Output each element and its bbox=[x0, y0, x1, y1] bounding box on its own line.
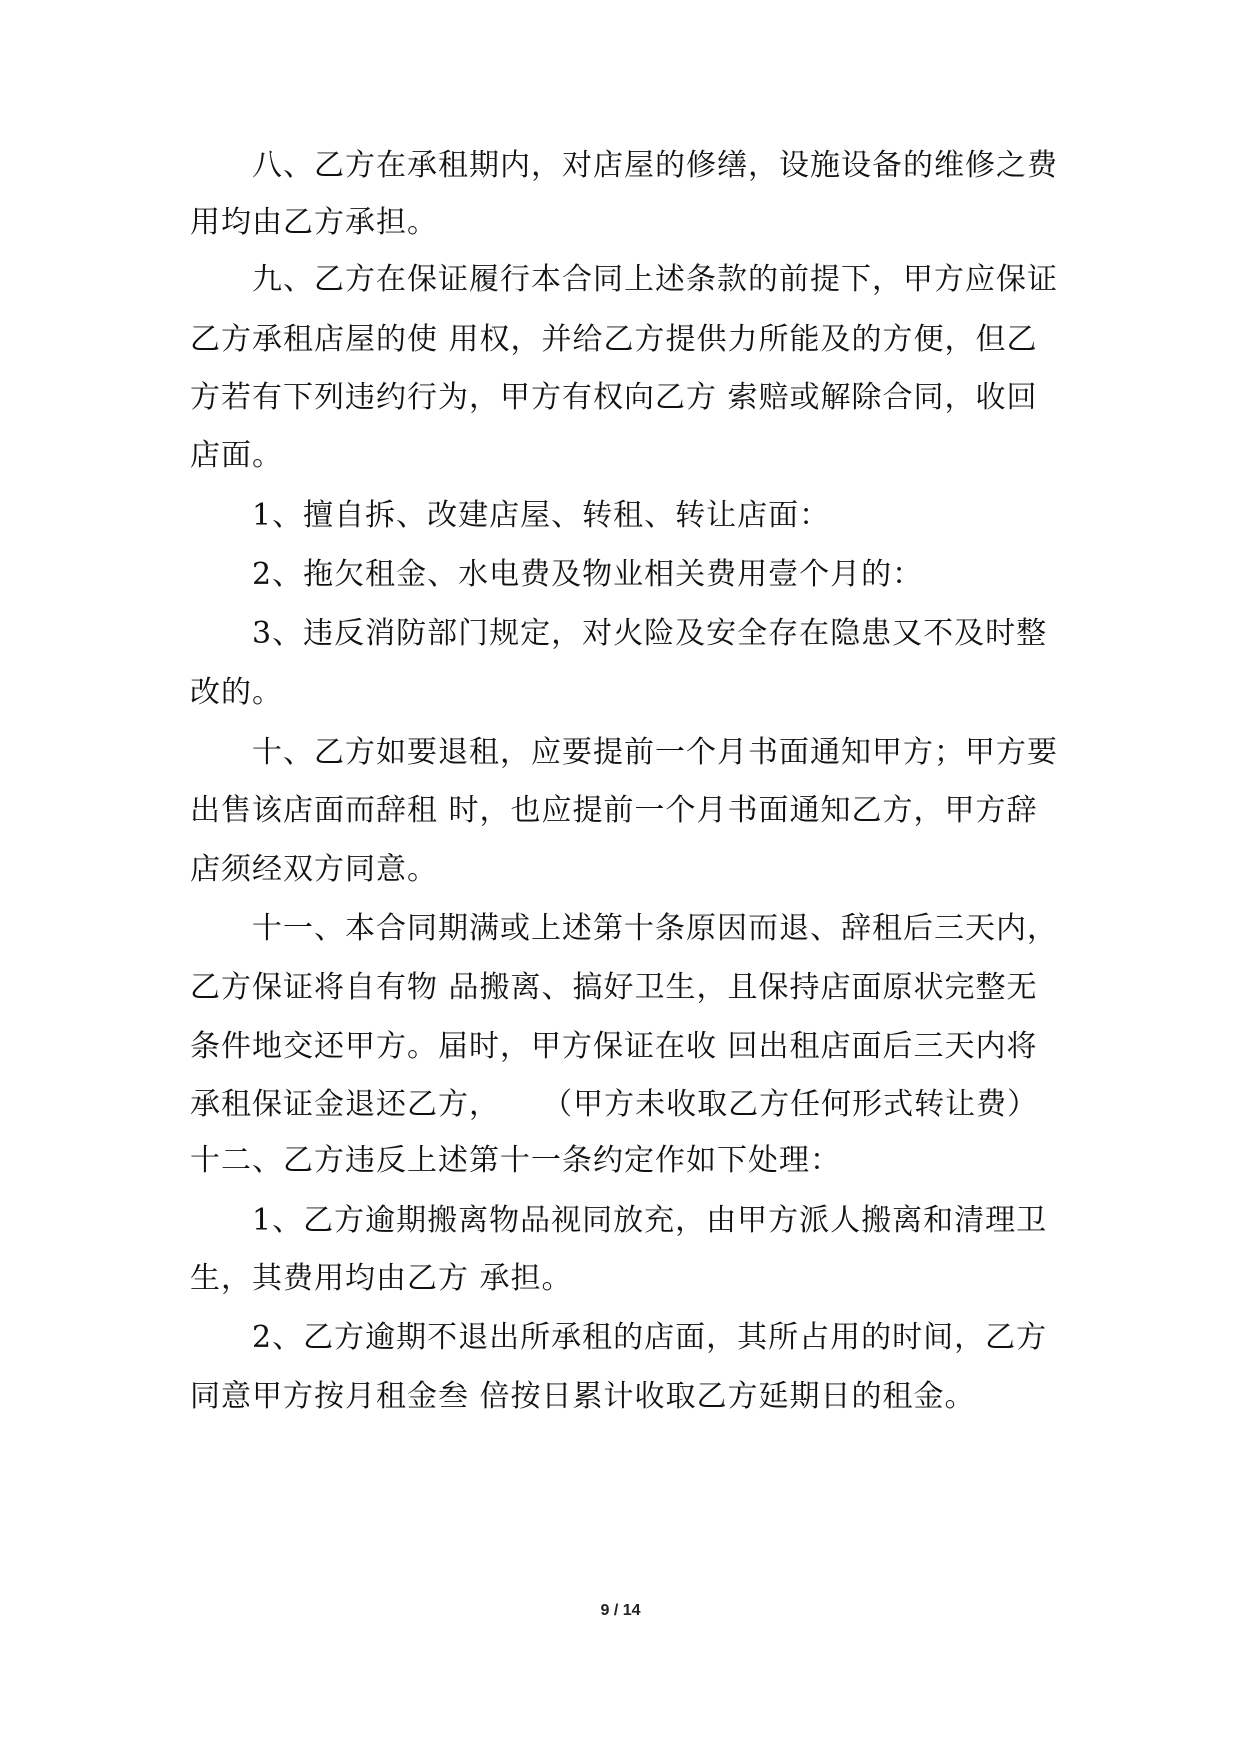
text-line: 条件地交还甲方。届时，甲方保证在收 回出租店面后三天内将 bbox=[190, 1029, 1038, 1064]
text-line: 十二、乙方违反上述第十一条约定作如下处理： bbox=[190, 1143, 841, 1178]
text-line: 十、乙方如要退租，应要提前一个月书面通知甲方；甲方要 bbox=[252, 735, 1058, 770]
text-line: 方若有下列违约行为，甲方有权向乙方 索赔或解除合同，收回 bbox=[190, 380, 1038, 415]
text-line: 2、乙方逾期不退出所承租的店面，其所占用的时间，乙方 bbox=[252, 1320, 1048, 1355]
text-line: 3、违反消防部门规定，对火险及安全存在隐患又不及时整 bbox=[252, 616, 1048, 651]
text-line: 乙方承租店屋的使 用权，并给乙方提供力所能及的方便，但乙 bbox=[190, 322, 1038, 357]
text-line: 用均由乙方承担。 bbox=[190, 205, 438, 240]
page-number: 9 / 14 bbox=[600, 1602, 641, 1619]
text-line: 八、乙方在承租期内，对店屋的修缮，设施设备的维修之费 bbox=[252, 148, 1058, 183]
text-line: 2、拖欠租金、水电费及物业相关费用壹个月的： bbox=[252, 557, 924, 592]
text-line: 同意甲方按月租金叁 倍按日累计收取乙方延期日的租金。 bbox=[190, 1379, 976, 1414]
text-line: 店须经双方同意。 bbox=[190, 852, 438, 887]
text-line: 生，其费用均由乙方 承担。 bbox=[190, 1261, 573, 1296]
text-line: 店面。 bbox=[190, 438, 283, 473]
text-line: 乙方保证将自有物 品搬离、搞好卫生，且保持店面原状完整无 bbox=[190, 970, 1038, 1005]
text-line: 1、乙方逾期搬离物品视同放充，由甲方派人搬离和清理卫 bbox=[252, 1203, 1048, 1238]
text-line: 十一、本合同期满或上述第十条原因而退、辞租后三天内， bbox=[252, 911, 1058, 946]
text-line: 改的。 bbox=[190, 675, 283, 710]
text-line: 出售该店面而辞租 时，也应提前一个月书面通知乙方，甲方辞 bbox=[190, 793, 1038, 828]
text-line: 承租保证金退还乙方， （甲方未收取乙方任何形式转让费） bbox=[190, 1087, 1039, 1122]
text-line: 九、乙方在保证履行本合同上述条款的前提下，甲方应保证 bbox=[252, 262, 1058, 297]
text-line: 1、擅自拆、改建店屋、转租、转让店面： bbox=[252, 498, 831, 533]
